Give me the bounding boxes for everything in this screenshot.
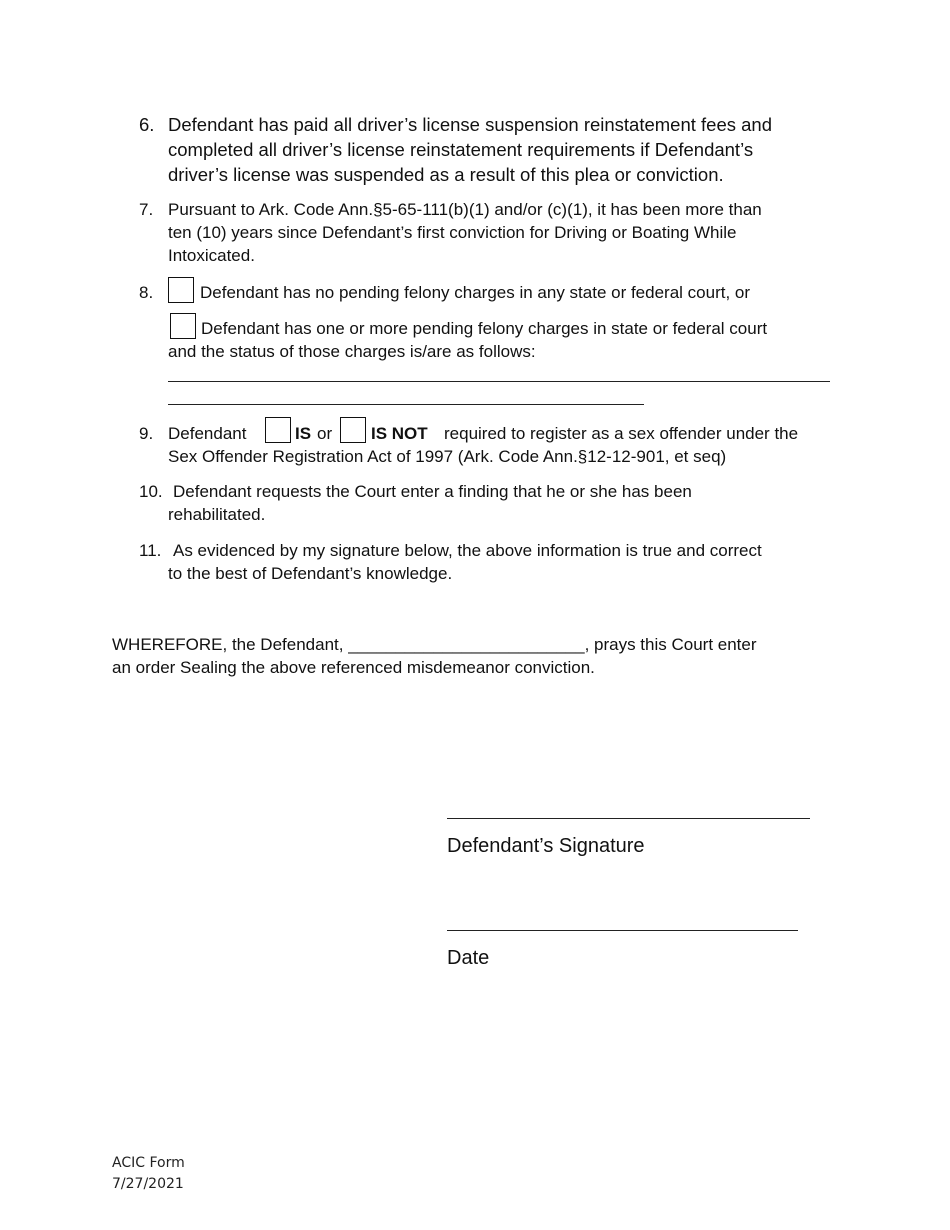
item-6-line-1: Defendant has paid all driver’s license suspension reinstatement fees and — [168, 114, 773, 135]
item-9-line-2: Sex Offender Registration Act of 1997 (Ark. Code Ann.§12-12-901, et seq) — [168, 447, 727, 466]
is-not-label: IS NOT — [371, 424, 428, 443]
no-pending-felony-checkbox[interactable] — [168, 277, 194, 303]
item-8-option-1: Defendant has no pending felony charges in any state or federal court, or — [200, 283, 751, 302]
pending-felony-checkbox[interactable] — [170, 313, 196, 339]
item-6-line-3: driver’s license was suspended as a result of this plea or conviction. — [168, 164, 724, 185]
item-8-number: 8. — [139, 283, 154, 302]
footer-form-name: ACIC Form — [112, 1155, 185, 1171]
date-label: Date — [447, 947, 490, 969]
or-label: or — [317, 424, 333, 443]
is-required-checkbox[interactable] — [265, 417, 291, 443]
item-11-number: 11. — [139, 541, 162, 560]
item-8-option-2-line-1: Defendant has one or more pending felony charges in state or federal court — [201, 319, 768, 338]
footer-form-date: 7/27/2021 — [112, 1176, 184, 1192]
item-7-line-1: Pursuant to Ark. Code Ann.§5-65-111(b)(1) and/or (c)(1), it has been more than — [168, 200, 762, 219]
item-9-prefix: Defendant — [168, 424, 247, 443]
item-10-number: 10. — [139, 482, 163, 501]
item-9-number: 9. — [139, 424, 154, 443]
felony-status-blank-line-1[interactable] — [168, 381, 830, 382]
item-7-number: 7. — [139, 200, 154, 219]
signature-line[interactable] — [447, 818, 810, 819]
signature-label: Defendant’s Signature — [447, 835, 645, 857]
item-7-text — [168, 198, 762, 267]
item-11-line-1: As evidenced by my signature below, the above information is true and correct — [173, 541, 762, 560]
item-10-text — [168, 480, 692, 526]
wherefore-paragraph — [112, 633, 757, 679]
is-not-required-checkbox[interactable] — [340, 417, 366, 443]
item-6-text — [168, 112, 772, 187]
item-6-number: 6. — [139, 114, 155, 135]
form-footer — [112, 1153, 185, 1195]
felony-status-blank-line-2[interactable] — [168, 404, 644, 405]
item-6-line-2: completed all driver’s license reinstatement requirements if Defendant’s — [168, 139, 754, 160]
item-9-line-1-rest: required to register as a sex offender under the — [444, 424, 799, 443]
item-10-line-2: rehabilitated. — [168, 505, 266, 524]
item-8-option-2-line-2: and the status of those charges is/are as follows: — [168, 342, 536, 361]
wherefore-line-2: an order Sealing the above referenced misdemeanor conviction. — [112, 658, 595, 677]
item-11-line-2: to the best of Defendant’s knowledge. — [168, 564, 453, 583]
item-10-line-1: Defendant requests the Court enter a finding that he or she has been — [173, 482, 692, 501]
is-label: IS — [295, 424, 312, 443]
item-7-line-2: ten (10) years since Defendant’s first conviction for Driving or Boating While — [168, 223, 737, 242]
date-line[interactable] — [447, 930, 798, 931]
item-7-line-3: Intoxicated. — [168, 246, 255, 265]
item-11-text — [168, 539, 762, 585]
wherefore-line-1: WHEREFORE, the Defendant, _________________________, prays this Court enter — [112, 635, 757, 654]
